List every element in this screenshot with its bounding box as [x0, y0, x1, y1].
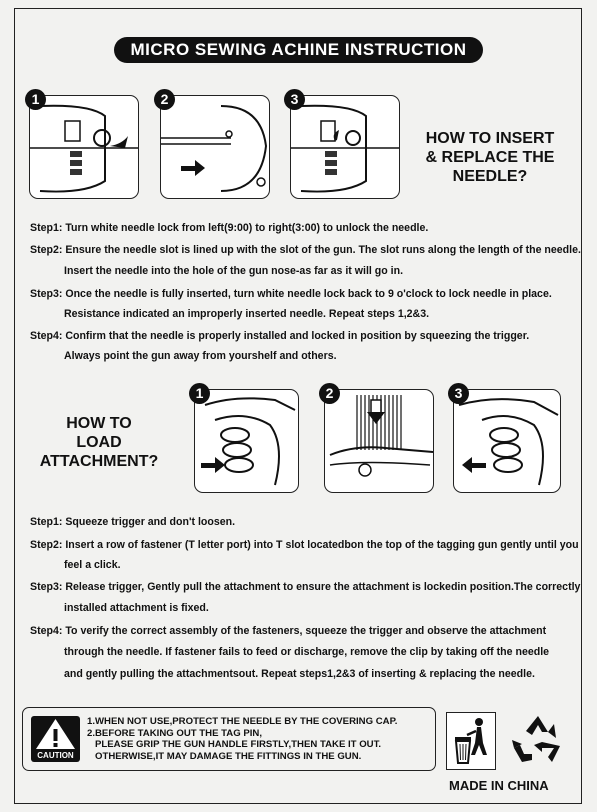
step-label: Step1:: [30, 222, 63, 234]
heading-line: HOW TO INSERT: [425, 130, 555, 147]
insert-step-3: [30, 287, 552, 301]
needle-lock-illustration: [291, 96, 400, 199]
trash-bin-person-icon: [446, 712, 496, 770]
insert-needle-figure-2: [160, 95, 270, 199]
heading-line: & REPLACE THE: [425, 149, 555, 166]
made-in-china: MADE IN CHINA: [449, 778, 549, 793]
figure-number-3: 3: [448, 383, 469, 404]
step-continuation: Always point the gun away from yourshelf and others.: [64, 350, 337, 362]
load-step-3: [30, 580, 580, 594]
recycle-icon: [508, 712, 568, 768]
step-label: Step4:: [30, 330, 63, 342]
figure-number-1: 1: [25, 89, 46, 110]
step-label: Step3:: [30, 581, 63, 593]
load-step-4: [30, 624, 546, 638]
load-step-2: [30, 538, 579, 552]
step-text: To verify the correct assembly of the fasteners, squeeze the trigger and observe the attachment: [65, 625, 547, 637]
figure-number-2: 2: [154, 89, 175, 110]
step-text: Confirm that the needle is properly installed and locked in position by squeezing the trigger.: [65, 330, 530, 342]
step-label: Step1:: [30, 516, 63, 528]
step-text: Turn white needle lock from left(9:00) to right(3:00) to unlock the needle.: [65, 222, 429, 234]
insert-step-2: [30, 243, 581, 257]
figure-number-2: 2: [319, 383, 340, 404]
step-text: Insert a row of fastener (T letter port) into T slot locatedbon the top of the tagging gun gently until you: [65, 539, 579, 551]
load-attachment-figure-3: [453, 389, 561, 493]
page-title: MICRO SEWING ACHINE INSTRUCTION: [114, 37, 483, 63]
step-label: Step3:: [30, 288, 63, 300]
gun-nose-unlock-illustration: [30, 96, 139, 199]
step-label: Step4:: [30, 625, 63, 637]
step-continuation: feel a click.: [64, 559, 121, 571]
figure-number-3: 3: [284, 89, 305, 110]
load-attachment-heading: [25, 414, 173, 471]
step-text: Release trigger, Gently pull the attachment to ensure the attachment is lockedin position.The correctly: [65, 581, 581, 593]
step-continuation: Resistance indicated an improperly inserted needle. Repeat steps 1,2&3.: [64, 308, 430, 320]
insert-replace-heading: [410, 129, 570, 186]
heading-line: ATTACHMENT?: [39, 453, 159, 470]
load-step-1: [30, 515, 235, 529]
fastener-insert-illustration: [325, 390, 434, 493]
caution-warning-icon: [31, 716, 80, 762]
warning-triangle-icon: [31, 716, 80, 752]
heading-line: HOW TO: [66, 415, 132, 432]
step-text: Squeeze trigger and don't loosen.: [65, 516, 236, 528]
needle-insert-illustration: [161, 96, 270, 199]
step-text: Ensure the needle slot is lined up with the slot of the gun. The slot runs along the length of the needle.: [65, 244, 581, 256]
step-label: Step2:: [30, 539, 63, 551]
step-label: Step2:: [30, 244, 63, 256]
heading-line: NEEDLE?: [452, 168, 528, 185]
insert-step-4: [30, 329, 529, 343]
step-text: Once the needle is fully inserted, turn white needle lock back to 9 o'clock to lock needle in place.: [65, 288, 552, 300]
caution-label: CAUTION: [37, 751, 74, 760]
caution-text: 1.WHEN NOT USE,PROTECT THE NEEDLE BY THE COVERING CAP. 2.BEFORE TAKING OUT THE TAG PIN, PLEASE GRIP THE GUN HANDLE FIRSTLY,THEN TAKE IT OUT. OTHERWISE,IT MAY DAMAGE THE FITTINGS IN THE GUN.: [87, 716, 398, 762]
heading-line: LOAD: [76, 434, 122, 451]
load-attachment-figure-1: [194, 389, 299, 493]
insert-needle-figure-3: [290, 95, 400, 199]
hand-squeeze-illustration: [195, 390, 299, 493]
step-continuation: through the needle. If fastener fails to feed or discharge, remove the clip by taking off the needle: [64, 646, 550, 658]
caution-box: [22, 707, 436, 771]
step-continuation: and gently pulling the attachmentsout. Repeat steps1,2&3 of inserting & replacing the needle.: [64, 668, 535, 680]
step-continuation: Insert the needle into the hole of the gun nose-as far as it will go in.: [64, 265, 404, 277]
insert-needle-figure-1: [29, 95, 139, 199]
hand-release-illustration: [454, 390, 561, 493]
insert-step-1: [30, 221, 428, 235]
step-continuation: installed attachment is fixed.: [64, 602, 209, 614]
load-attachment-figure-2: [324, 389, 434, 493]
figure-number-1: 1: [189, 383, 210, 404]
